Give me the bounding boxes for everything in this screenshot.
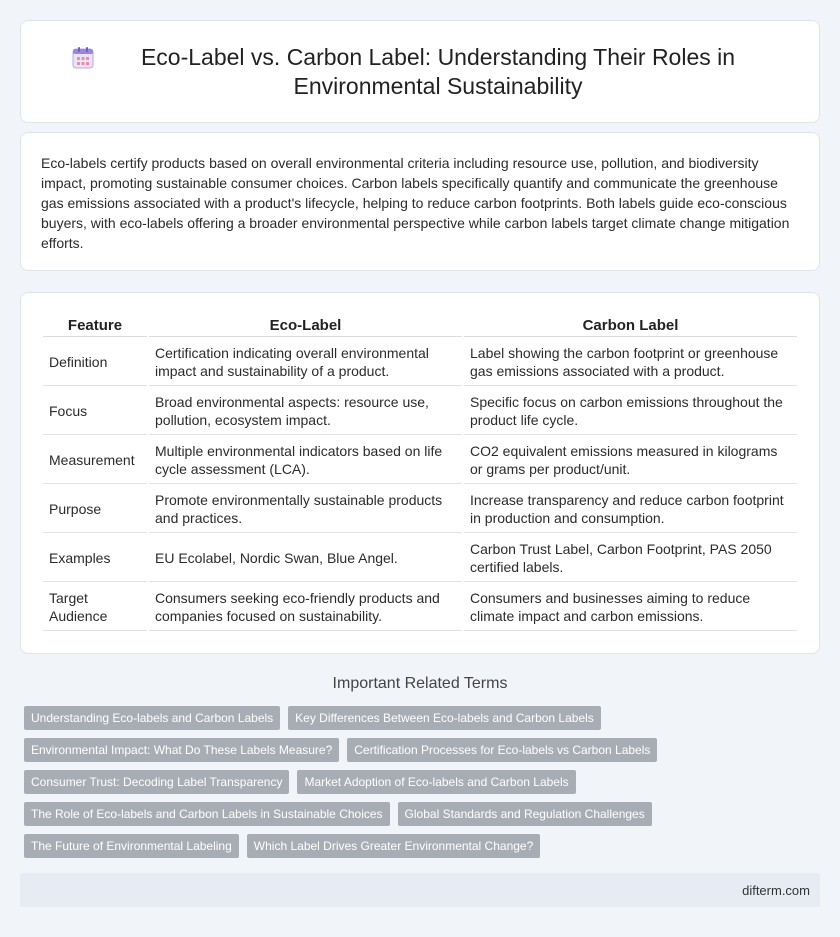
table-row <box>43 339 797 386</box>
related-term-tag[interactable]: Market Adoption of Eco-labels and Carbon Labels <box>297 770 575 794</box>
row-feature: Measurement <box>43 437 147 484</box>
row-eco-label: EU Ecolabel, Nordic Swan, Blue Angel. <box>149 535 462 582</box>
related-term-tag[interactable]: Global Standards and Regulation Challenges <box>398 802 652 826</box>
row-eco-label: Consumers seeking eco-friendly products and companies focused on sustainability. <box>149 584 462 631</box>
row-feature: Definition <box>43 339 147 386</box>
related-term-tag[interactable]: The Future of Environmental Labeling <box>24 834 239 858</box>
row-eco-label: Certification indicating overall environmental impact and sustainability of a product. <box>149 339 462 386</box>
table-header-row <box>43 313 797 337</box>
related-term-tag[interactable]: Environmental Impact: What Do These Labels Measure? <box>24 738 339 762</box>
related-term-tag[interactable]: Consumer Trust: Decoding Label Transparency <box>24 770 289 794</box>
row-carbon-label: CO2 equivalent emissions measured in kilograms or grams per product/unit. <box>464 437 797 484</box>
summary-card <box>20 132 820 271</box>
footer <box>20 873 820 907</box>
row-feature: Purpose <box>43 486 147 533</box>
related-term-tag[interactable]: Which Label Drives Greater Environmental Change? <box>247 834 540 858</box>
row-carbon-label: Carbon Trust Label, Carbon Footprint, PAS 2050 certified labels. <box>464 535 797 582</box>
table-row <box>43 388 797 435</box>
related-term-tag[interactable]: Key Differences Between Eco-labels and Carbon Labels <box>288 706 601 730</box>
related-term-tag[interactable]: Certification Processes for Eco-labels vs Carbon Labels <box>347 738 657 762</box>
row-eco-label: Multiple environmental indicators based on life cycle assessment (LCA). <box>149 437 462 484</box>
calendar-icon <box>70 45 96 71</box>
footer-site-link[interactable]: difterm.com <box>742 882 810 898</box>
row-eco-label: Promote environmentally sustainable products and practices. <box>149 486 462 533</box>
header-eco-label: Eco-Label <box>149 313 462 337</box>
row-carbon-label: Consumers and businesses aiming to reduce climate impact and carbon emissions. <box>464 584 797 631</box>
related-term-tag[interactable]: The Role of Eco-labels and Carbon Labels in Sustainable Choices <box>24 802 390 826</box>
row-carbon-label: Increase transparency and reduce carbon footprint in production and consumption. <box>464 486 797 533</box>
summary-text: Eco-labels certify products based on overall environmental criteria including resource use, pollution, and biodiversity impact, promoting sustainable consumer choices. Carbon labels specifically quantify and communicate the greenhouse gas emissions associated with a product's lifecycle, helping to reduce carbon footprints. Both labels guide eco-conscious buyers, with eco-labels offering a broader environmental perspective while carbon labels target climate change mitigation efforts. <box>41 155 790 251</box>
row-carbon-label: Specific focus on carbon emissions throughout the product life cycle. <box>464 388 797 435</box>
related-term-tag[interactable]: Understanding Eco-labels and Carbon Labels <box>24 706 280 730</box>
table-row <box>43 437 797 484</box>
comparison-table <box>41 311 799 633</box>
row-eco-label: Broad environmental aspects: resource use, pollution, ecosystem impact. <box>149 388 462 435</box>
row-feature: Examples <box>43 535 147 582</box>
header-carbon-label: Carbon Label <box>464 313 797 337</box>
table-row <box>43 486 797 533</box>
row-feature: Focus <box>43 388 147 435</box>
title-card <box>20 20 820 123</box>
row-feature: Target Audience <box>43 584 147 631</box>
comparison-table-card <box>20 292 820 654</box>
page-title: Eco-Label vs. Carbon Label: Understanding Their Roles in Environmental Sustainability <box>140 43 736 99</box>
table-row <box>43 535 797 582</box>
header-feature: Feature <box>43 313 147 337</box>
row-carbon-label: Label showing the carbon footprint or greenhouse gas emissions associated with a product. <box>464 339 797 386</box>
related-terms-list <box>24 706 824 866</box>
table-row <box>43 584 797 631</box>
related-terms-heading: Important Related Terms <box>332 675 508 692</box>
